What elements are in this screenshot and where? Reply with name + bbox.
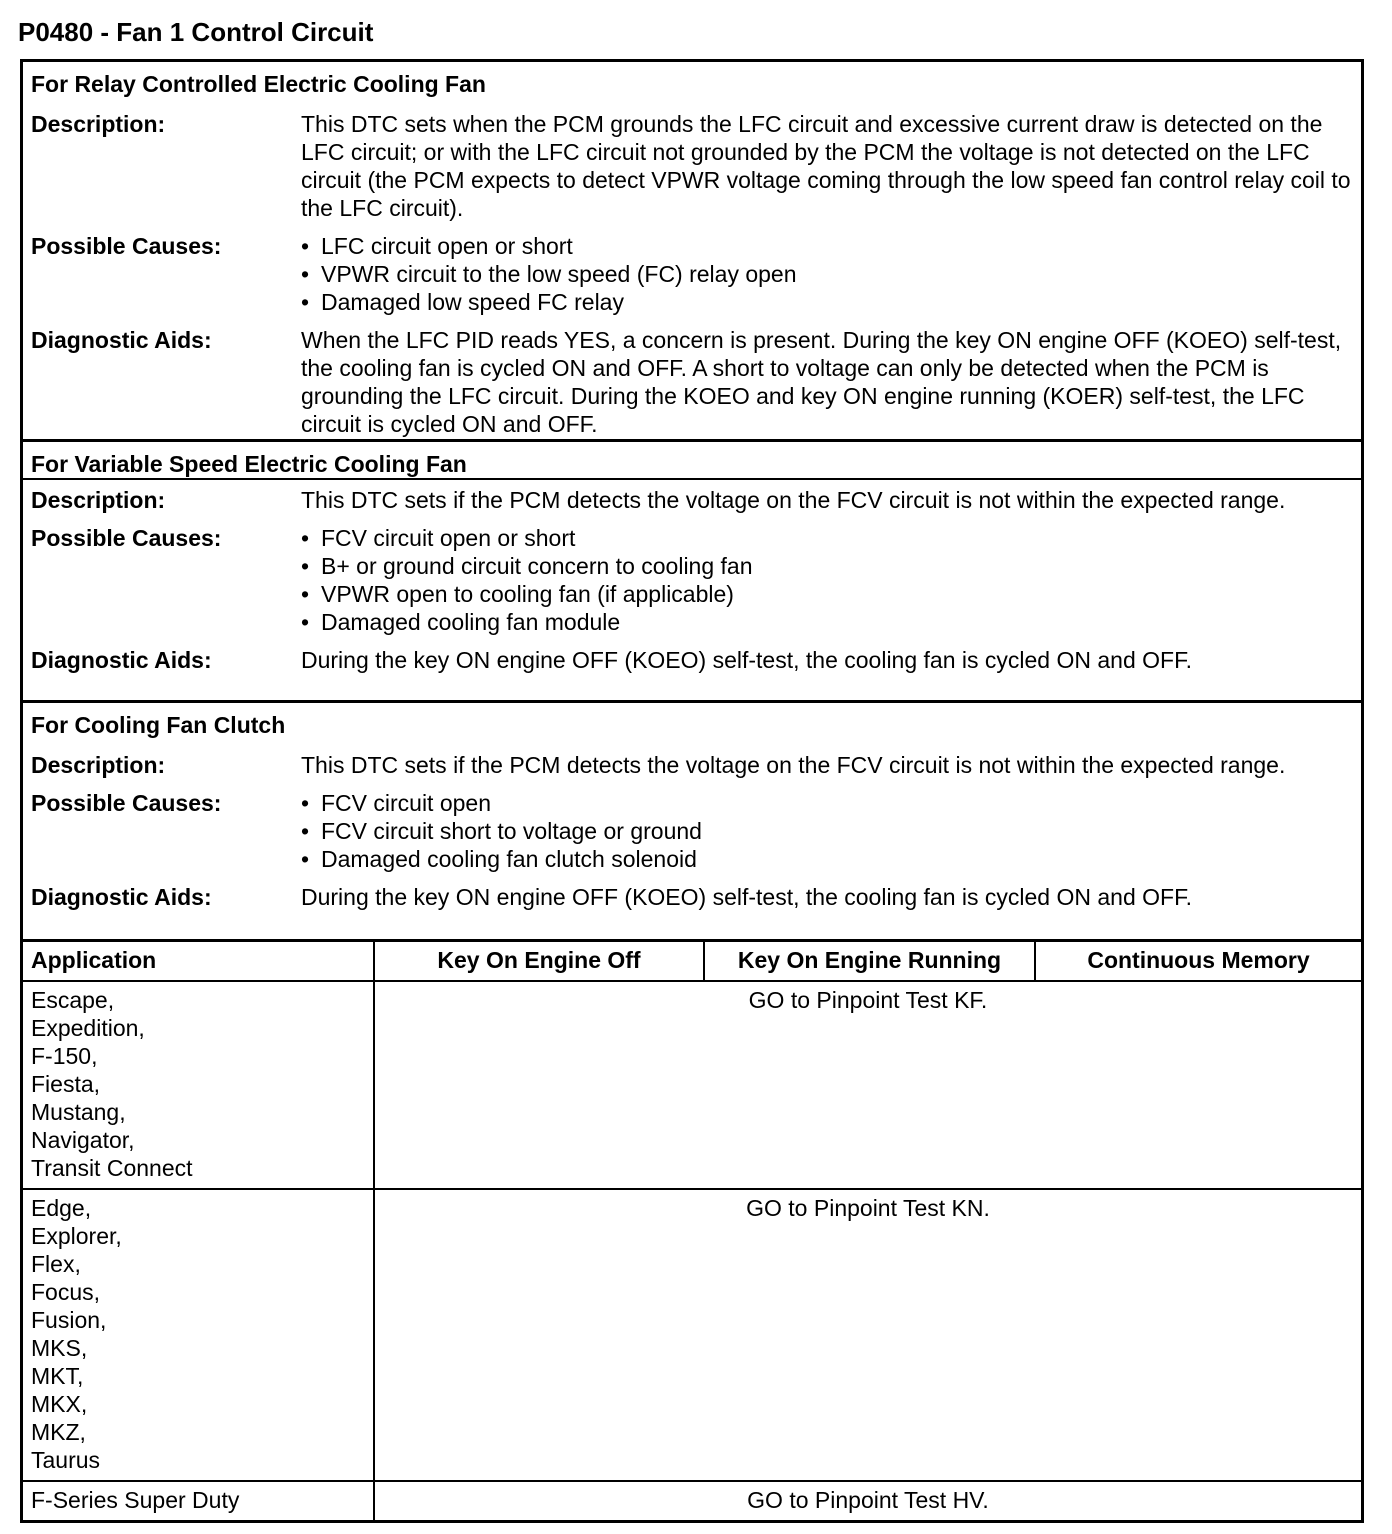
- causes-label: Possible Causes:: [31, 790, 222, 816]
- description-text: This DTC sets if the PCM detects the voltage on the FCV circuit is not within the expected range.: [301, 752, 1286, 778]
- table-header-row: [23, 942, 1361, 981]
- aids-label: Diagnostic Aids:: [31, 647, 212, 673]
- description-row: [23, 486, 1361, 514]
- action-cell: GO to Pinpoint Test KF.: [374, 981, 1361, 1189]
- application-name: MKT,: [31, 1363, 84, 1389]
- causes-label: Possible Causes:: [31, 233, 222, 259]
- table-row: [23, 981, 1361, 1189]
- application-table-section: [23, 939, 1361, 1520]
- description-row: [23, 110, 1361, 222]
- description-text: This DTC sets if the PCM detects the voltage on the FCV circuit is not within the expected range.: [301, 487, 1286, 513]
- application-cell: [23, 981, 374, 1189]
- aids-row: [23, 326, 1361, 438]
- section-relay-controlled-fan: [23, 62, 1361, 439]
- application-name: Flex,: [31, 1251, 81, 1277]
- cause-item: • FCV circuit short to voltage or ground: [301, 817, 1353, 845]
- causes-label: Possible Causes:: [31, 525, 222, 551]
- application-name: Fiesta,: [31, 1071, 101, 1097]
- aids-text: When the LFC PID reads YES, a concern is present. During the key ON engine OFF (KOEO) self-test, the cooling fan is cycled ON and OFF. A short to voltage can only be detected when the PCM is grounding the LFC circuit. During the KOEO and key ON engine running (KOER) self-test, the LFC circuit is cycled ON and OFF.: [301, 327, 1342, 437]
- action-cell: GO to Pinpoint Test HV.: [374, 1481, 1361, 1520]
- application-table: [23, 942, 1361, 1520]
- cause-item: • B+ or ground circuit concern to cooling fan: [301, 552, 1353, 580]
- description-label: Description:: [31, 752, 166, 778]
- section-title: For Relay Controlled Electric Cooling Fan: [31, 71, 486, 97]
- aids-label: Diagnostic Aids:: [31, 884, 212, 910]
- aids-label: Diagnostic Aids:: [31, 327, 212, 353]
- column-header-continuous-memory: Continuous Memory: [1035, 942, 1361, 981]
- cause-item: • Damaged low speed FC relay: [301, 288, 1353, 316]
- column-header-application: Application: [23, 942, 374, 981]
- description-text: This DTC sets when the PCM grounds the LFC circuit and excessive current draw is detected on the LFC circuit; or with the LFC circuit not grounded by the PCM the voltage is not detected on the LFC circuit (the PCM expects to detect VPWR voltage coming through the low speed fan control relay coil to the LFC circuit).: [301, 111, 1351, 221]
- causes-row: [23, 789, 1361, 873]
- aids-row: [23, 883, 1361, 911]
- aids-text: During the key ON engine OFF (KOEO) self-test, the cooling fan is cycled ON and OFF.: [301, 647, 1192, 673]
- dtc-info-frame: [20, 59, 1364, 1523]
- cause-item: • LFC circuit open or short: [301, 232, 1353, 260]
- application-cell: [23, 1481, 374, 1520]
- column-header-koeo: Key On Engine Off: [374, 942, 704, 981]
- section-title: For Variable Speed Electric Cooling Fan: [23, 442, 1361, 480]
- cause-item: • Damaged cooling fan clutch solenoid: [301, 845, 1353, 873]
- application-name: Escape,: [31, 987, 115, 1013]
- cause-item: • FCV circuit open or short: [301, 524, 1353, 552]
- causes-row: [23, 524, 1361, 636]
- application-name: Focus,: [31, 1279, 101, 1305]
- application-name: Transit Connect: [31, 1155, 193, 1181]
- application-name: Navigator,: [31, 1127, 135, 1153]
- application-name: Fusion,: [31, 1307, 107, 1333]
- table-row: [23, 1481, 1361, 1520]
- cause-item: • FCV circuit open: [301, 789, 1353, 817]
- application-name: MKS,: [31, 1335, 88, 1361]
- cause-item: • VPWR open to cooling fan (if applicable): [301, 580, 1353, 608]
- application-name: Edge,: [31, 1195, 92, 1221]
- application-name: Explorer,: [31, 1223, 122, 1249]
- section-variable-speed-fan: [23, 439, 1361, 700]
- description-label: Description:: [31, 111, 166, 137]
- application-name: MKZ,: [31, 1419, 86, 1445]
- table-row: [23, 1189, 1361, 1481]
- application-name: MKX,: [31, 1391, 88, 1417]
- cause-item: • Damaged cooling fan module: [301, 608, 1353, 636]
- cause-item: • VPWR circuit to the low speed (FC) relay open: [301, 260, 1353, 288]
- section-fan-clutch: [23, 700, 1361, 939]
- action-cell: GO to Pinpoint Test KN.: [374, 1189, 1361, 1481]
- description-label: Description:: [31, 487, 166, 513]
- section-title: For Cooling Fan Clutch: [31, 712, 286, 738]
- description-row: [23, 751, 1361, 779]
- application-name: Mustang,: [31, 1099, 126, 1125]
- causes-list: [301, 789, 1353, 873]
- causes-list: [301, 524, 1353, 636]
- aids-row: [23, 646, 1361, 674]
- column-header-koer: Key On Engine Running: [704, 942, 1035, 981]
- page-title: P0480 - Fan 1 Control Circuit: [18, 17, 374, 47]
- application-name: F-150,: [31, 1043, 98, 1069]
- causes-row: [23, 232, 1361, 316]
- application-cell: [23, 1189, 374, 1481]
- application-name: Taurus: [31, 1447, 101, 1473]
- aids-text: During the key ON engine OFF (KOEO) self-test, the cooling fan is cycled ON and OFF.: [301, 884, 1192, 910]
- application-name: Expedition,: [31, 1015, 145, 1041]
- application-name: F-Series Super Duty: [31, 1487, 240, 1513]
- causes-list: [301, 232, 1353, 316]
